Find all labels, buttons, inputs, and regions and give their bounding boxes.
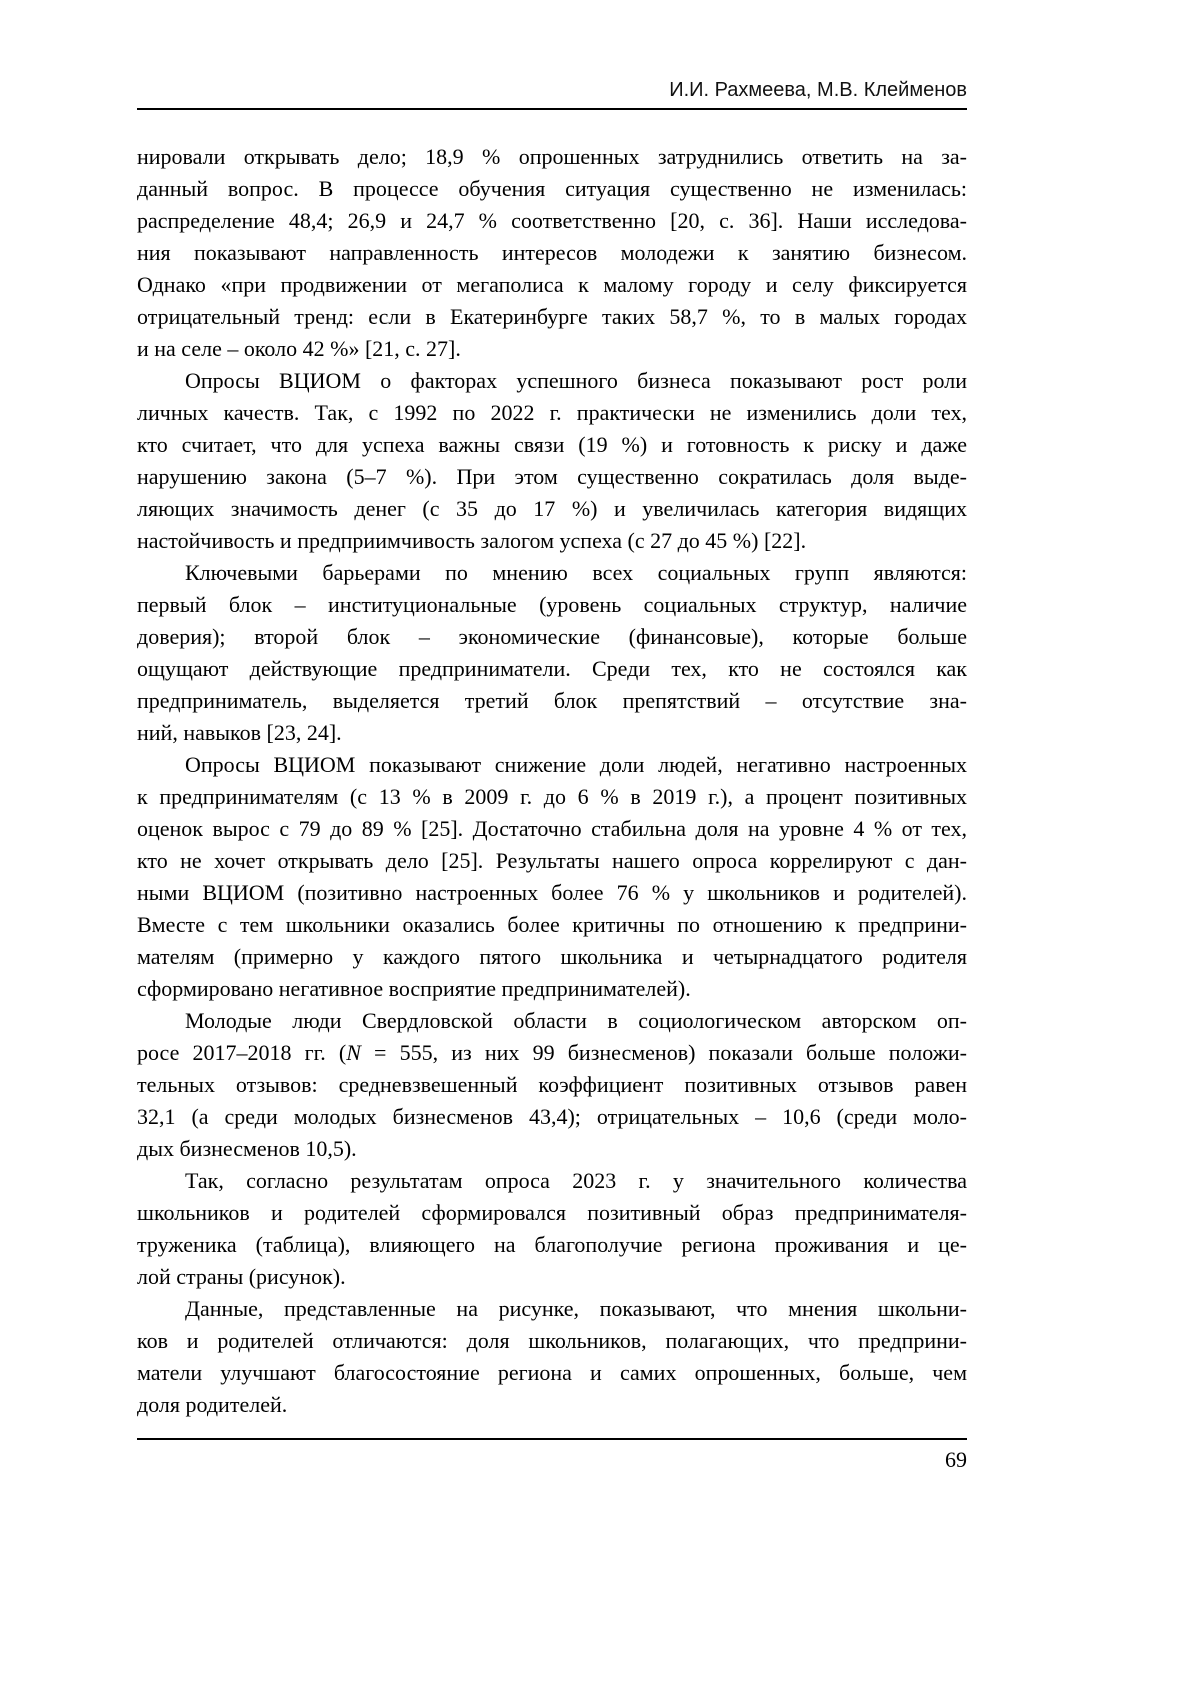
- text-line: мателям (примерно у каждого пятого школьника и четырнадцатого родителя: [137, 944, 967, 969]
- text-line: ний, навыков [23, 24].: [137, 720, 342, 745]
- text-line: доля родителей.: [137, 1392, 288, 1417]
- text-line: распределение 48,4; 26,9 и 24,7 % соответственно [20, с. 36]. Наши исследова-: [137, 208, 967, 233]
- text-line: нарушению закона (5–7 %). При этом существенно сократилась доля выде-: [137, 464, 967, 489]
- text-line: ными ВЦИОМ (позитивно настроенных более 76 % у школьников и родителей).: [137, 880, 967, 905]
- text-line: Данные, представленные на рисунке, показывают, что мнения школьни-: [185, 1296, 967, 1321]
- text-line: ляющих значимость денег (с 35 до 17 %) и увеличилась категория видящих: [137, 496, 967, 521]
- text-line: Ключевыми барьерами по мнению всех социальных групп являются:: [185, 560, 967, 585]
- content-column: [137, 0, 967, 1705]
- text-line: труженика (таблица), влияющего на благополучие региона проживания и це-: [137, 1232, 967, 1257]
- running-header: [137, 78, 967, 110]
- text-line: Опросы ВЦИОМ показывают снижение доли людей, негативно настроенных: [185, 752, 967, 777]
- paragraph: [137, 1293, 967, 1421]
- text-line: Так, согласно результатам опроса 2023 г. у значительного количества: [185, 1168, 967, 1193]
- text-line: отрицательный тренд: если в Екатеринбурге таких 58,7 %, то в малых городах: [137, 304, 967, 329]
- text-line: и на селе – около 42 %» [21, с. 27].: [137, 336, 461, 361]
- footer: [137, 1438, 967, 1474]
- body-text: [137, 141, 967, 1421]
- paragraph: [137, 557, 967, 749]
- text-line: кто не хочет открывать дело [25]. Результаты нашего опроса коррелируют с дан-: [137, 848, 967, 873]
- text-line: доверия); второй блок – экономические (финансовые), которые больше: [137, 624, 967, 649]
- text-line: Опросы ВЦИОМ о факторах успешного бизнеса показывают рост роли: [185, 368, 967, 393]
- paragraph: [137, 365, 967, 557]
- text-line: настойчивость и предприимчивость залогом успеха (с 27 до 45 %) [22].: [137, 528, 807, 553]
- text-line: первый блок – институциональные (уровень социальных структур, наличие: [137, 592, 967, 617]
- text-line: оценок вырос с 79 до 89 % [25]. Достаточно стабильна доля на уровне 4 % от тех,: [137, 816, 967, 841]
- paragraph: [137, 1165, 967, 1293]
- text-line: предприниматель, выделяется третий блок препятствий – отсутствие зна-: [137, 688, 967, 713]
- text-line: матели улучшают благосостояние региона и самих опрошенных, больше, чем: [137, 1360, 967, 1385]
- text-line: данный вопрос. В процессе обучения ситуация существенно не изменилась:: [137, 176, 967, 201]
- text-line: дых бизнесменов 10,5).: [137, 1136, 357, 1161]
- text-line: сформировано негативное восприятие предпринимателей).: [137, 976, 691, 1001]
- text-line: ков и родителей отличаются: доля школьников, полагающих, что предприни-: [137, 1328, 967, 1353]
- footer-rule: [137, 1438, 967, 1440]
- text-line: нировали открывать дело; 18,9 % опрошенных затруднились ответить на за-: [137, 144, 967, 169]
- paragraph: [137, 749, 967, 1005]
- text-line: школьников и родителей сформировался позитивный образ предпринимателя-: [137, 1200, 967, 1225]
- text-line: Молодые люди Свердловской области в социологическом авторском оп-: [185, 1008, 967, 1033]
- text-line: 32,1 (а среди молодых бизнесменов 43,4); отрицательных – 10,6 (среди моло-: [137, 1104, 967, 1129]
- text-line: кто считает, что для успеха важны связи (19 %) и готовность к риску и даже: [137, 432, 967, 457]
- text-line: Однако «при продвижении от мегаполиса к малому городу и селу фиксируется: [137, 272, 967, 297]
- page-number: 69: [945, 1447, 967, 1472]
- text-line: личных качеств. Так, с 1992 по 2022 г. практически не изменились доли тех,: [137, 400, 967, 425]
- paragraph: [137, 141, 967, 365]
- header-authors: И.И. Рахмеева, М.В. Клейменов: [669, 79, 967, 101]
- text-line: ощущают действующие предприниматели. Среди тех, кто не состоялся как: [137, 656, 967, 681]
- text-line: лой страны (рисунок).: [137, 1264, 346, 1289]
- paragraph: [137, 1005, 967, 1165]
- text-line: тельных отзывов: средневзвешенный коэффициент позитивных отзывов равен: [137, 1072, 967, 1097]
- text-line: росе 2017–2018 гг. (N = 555, из них 99 бизнесменов) показали больше положи-: [137, 1040, 967, 1065]
- text-line: к предпринимателям (с 13 % в 2009 г. до 6 % в 2019 г.), а процент позитивных: [137, 784, 967, 809]
- text-line: ния показывают направленность интересов молодежи к занятию бизнесом.: [137, 240, 967, 265]
- header-rule: [137, 108, 967, 110]
- text-line: Вместе с тем школьники оказались более критичны по отношению к предприни-: [137, 912, 967, 937]
